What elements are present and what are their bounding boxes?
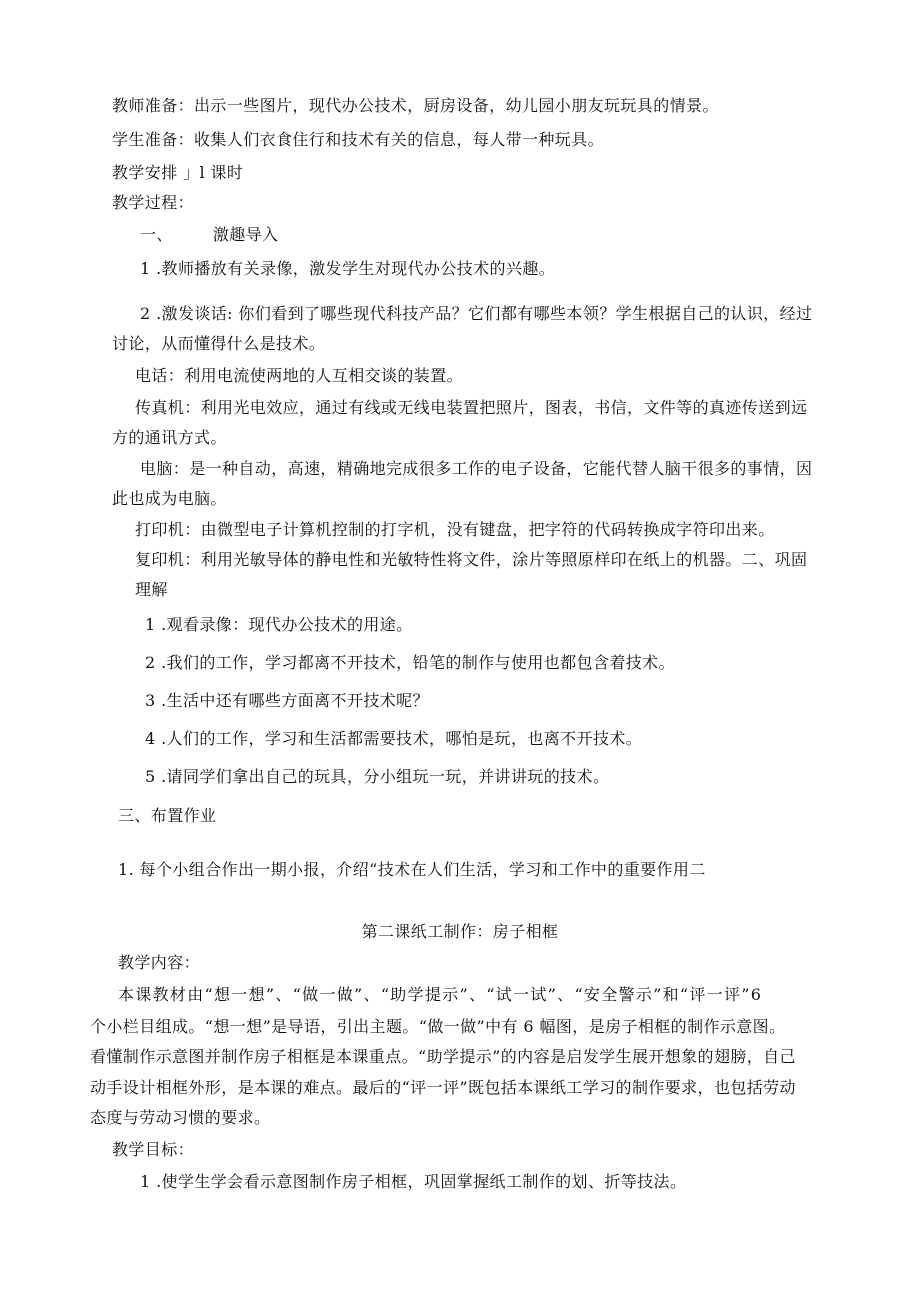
section1-item-2-line1: 2 .激发谈话: 你们看到了哪些现代科技产品？它们都有哪些本领？学生根据自己的认识，经过: [140, 304, 813, 323]
lesson2-paragraph-line2: 个小栏目组成。“想一想”是导语，引出主题。“做一做”中有 6 幅图，是房子相框的制作示意图。: [90, 1017, 786, 1036]
section1-item-2-line2: 讨论，从而懂得什么是技术。: [112, 334, 326, 353]
lesson2-goals-label: 教学目标：: [112, 1140, 195, 1159]
section3-title: 三、布置作业: [118, 806, 217, 825]
lesson2-paragraph-line5: 态度与劳动习惯的要求。: [90, 1108, 271, 1127]
fax-definition-line2: 方的通讯方式。: [112, 428, 227, 447]
lesson2-paragraph-line3: 看懂制作示意图并制作房子相框是本课重点。“助学提示”的内容是启发学生展开想象的翅膀，自己: [90, 1047, 796, 1066]
lesson2-paragraph-line1: 本课教材由“想一想”、“做一做”、“助学提示”、“试一试”、“安全警示”和“评一评”6: [118, 985, 763, 1004]
section2-item-4: 4 .人们的工作，学习和生活都需要技术，哪怕是玩，也离不开技术。: [145, 729, 643, 748]
fax-definition-line1: 传真机：利用光电效应，通过有线或无线电装置把照片，图表，书信，文件等的真迹传送到远: [135, 398, 808, 417]
section1-title: 激趣导入: [212, 225, 279, 244]
copier-definition-line2: 理解: [135, 580, 168, 599]
teaching-process-label: 教学过程：: [112, 193, 195, 212]
section2-item-3: 3 .生活中还有哪些方面离不开技术呢？: [145, 691, 429, 710]
lesson2-content-label: 教学内容：: [118, 953, 201, 972]
student-preparation: 学生准备：收集人们衣食住行和技术有关的信息，每人带一种玩具。: [112, 130, 605, 149]
printer-definition: 打印机：由微型电子计算机控制的打字机，没有键盘，把字符的代码转换成字符印出来。: [135, 520, 775, 539]
copier-definition-line1: 复印机：利用光敏导体的静电性和光敏特性将文件，涂片等照原样印在纸上的机器。二、巩固: [135, 550, 808, 569]
section1-number: 一、: [140, 225, 173, 244]
section2-item-2: 2 .我们的工作，学习都离不开技术，铅笔的制作与使用也都包含着技术。: [145, 653, 675, 672]
teaching-schedule: 教学安排 」l 课时: [112, 163, 244, 182]
section2-item-1: 1 .观看录像：现代办公技术的用途。: [145, 615, 413, 634]
section1-item-1: 1 .教师播放有关录像，激发学生对现代办公技术的兴趣。: [140, 259, 556, 278]
teacher-preparation: 教师准备：出示一些图片，现代办公技术，厨房设备，幼儿园小朋友玩玩具的情景。: [112, 96, 719, 115]
computer-definition-line2: 此也成为电脑。: [112, 489, 227, 508]
computer-definition-line1: 电脑：是一种自动，高速，精确地完成很多工作的电子设备，它能代替人脑干很多的事情，因: [140, 459, 813, 478]
lesson2-title: 第二课纸工制作：房子相框: [361, 922, 559, 941]
lesson2-goal-1: 1 .使学生学会看示意图制作房子相框，巩固掌握纸工制作的划、折等技法。: [140, 1172, 687, 1191]
section3-item-1: 1. 每个小组合作出一期小报，介绍“技术在人们生活，学习和工作中的重要作用二: [118, 860, 706, 879]
section2-item-5: 5 .请同学们拿出自己的玩具，分小组玩一玩，并讲讲玩的技术。: [145, 767, 610, 786]
lesson2-paragraph-line4: 动手设计相框外形，是本课的难点。最后的“评一评”既包括本课纸工学习的制作要求，也包括劳动: [90, 1078, 796, 1097]
phone-definition: 电话：利用电流使两地的人互相交谈的装置。: [135, 366, 464, 385]
section1-heading: [140, 225, 278, 245]
